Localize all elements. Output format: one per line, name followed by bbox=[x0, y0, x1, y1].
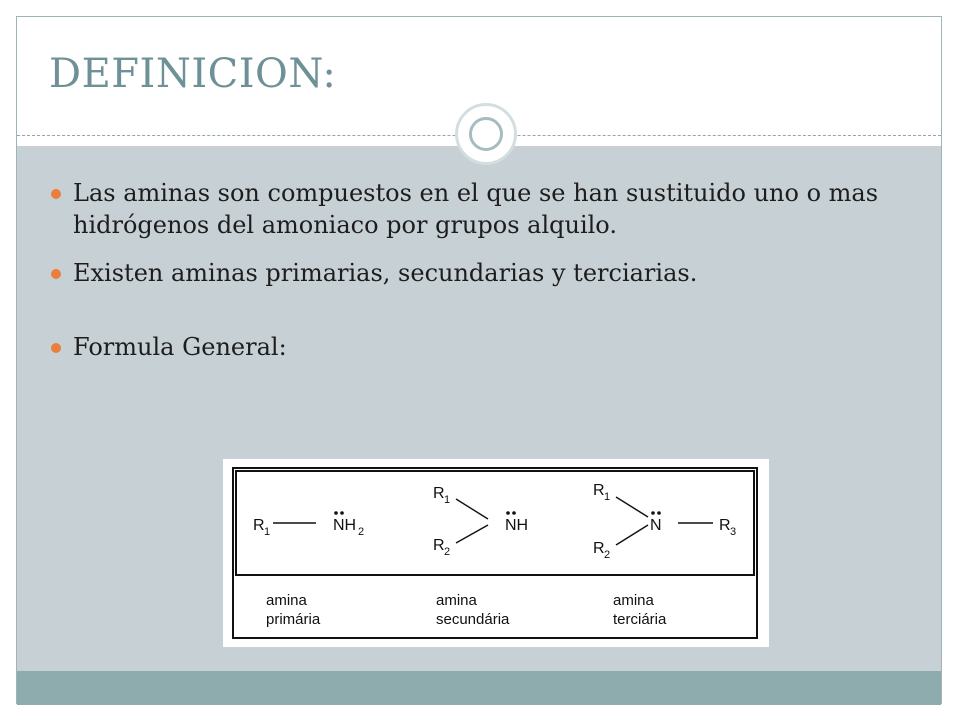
primary-r1-label: R bbox=[253, 517, 265, 534]
primary-label-line2: primária bbox=[266, 611, 321, 628]
secondary-label-line2: secundária bbox=[436, 611, 510, 628]
secondary-r2-subscript: 2 bbox=[444, 546, 451, 558]
tertiary-r1-subscript: 1 bbox=[604, 491, 611, 503]
tertiary-r3-label: R bbox=[719, 517, 731, 534]
tertiary-r2-subscript: 2 bbox=[604, 549, 611, 561]
bullet-list bbox=[47, 177, 907, 363]
bullet-item bbox=[47, 331, 907, 363]
lone-pair-dot bbox=[340, 511, 344, 515]
lone-pair-dot bbox=[506, 511, 510, 515]
circle-ornament-inner bbox=[469, 117, 503, 151]
lone-pair-dot bbox=[651, 511, 655, 515]
secondary-r2-label: R bbox=[433, 537, 445, 554]
tertiary-r2-label: R bbox=[593, 540, 605, 557]
content-area bbox=[17, 146, 941, 671]
amine-formula-figure bbox=[223, 459, 769, 647]
bullet-item bbox=[47, 177, 907, 241]
footer-band bbox=[17, 671, 941, 705]
lone-pair-dot bbox=[334, 511, 338, 515]
tertiary-label-line2: terciária bbox=[613, 611, 667, 628]
primary-nh-subscript: 2 bbox=[358, 526, 365, 538]
bullet-item bbox=[47, 257, 907, 289]
secondary-r1-label: R bbox=[433, 485, 445, 502]
lone-pair-dot bbox=[512, 511, 516, 515]
bullet-dot-icon bbox=[51, 189, 61, 199]
secondary-r1-subscript: 1 bbox=[444, 494, 451, 506]
amine-formula-diagram bbox=[223, 459, 769, 647]
slide-title: DEFINICION: bbox=[49, 51, 337, 97]
bullet-dot-icon bbox=[51, 269, 61, 279]
bullet-dot-icon bbox=[51, 343, 61, 353]
secondary-nitrogen-label: NH bbox=[505, 517, 529, 534]
primary-nitrogen-label: NH bbox=[333, 517, 357, 534]
secondary-label-line1: amina bbox=[436, 592, 477, 609]
tertiary-nitrogen-label: N bbox=[650, 517, 662, 534]
bullet-text: Formula General: bbox=[73, 333, 287, 361]
tertiary-r1-label: R bbox=[593, 482, 605, 499]
slide-frame bbox=[16, 16, 942, 704]
bullet-text: Existen aminas primarias, secundarias y terciarias. bbox=[73, 259, 698, 287]
lone-pair-dot bbox=[657, 511, 661, 515]
tertiary-label-line1: amina bbox=[613, 592, 654, 609]
primary-label-line1: amina bbox=[266, 592, 307, 609]
primary-r1-subscript: 1 bbox=[264, 526, 271, 538]
circle-ornament-icon bbox=[455, 103, 517, 165]
tertiary-r3-subscript: 3 bbox=[730, 526, 737, 538]
bullet-text: Las aminas son compuestos en el que se han sustituido uno o mas hidrógenos del amoniaco por grupos alquilo. bbox=[73, 179, 879, 239]
